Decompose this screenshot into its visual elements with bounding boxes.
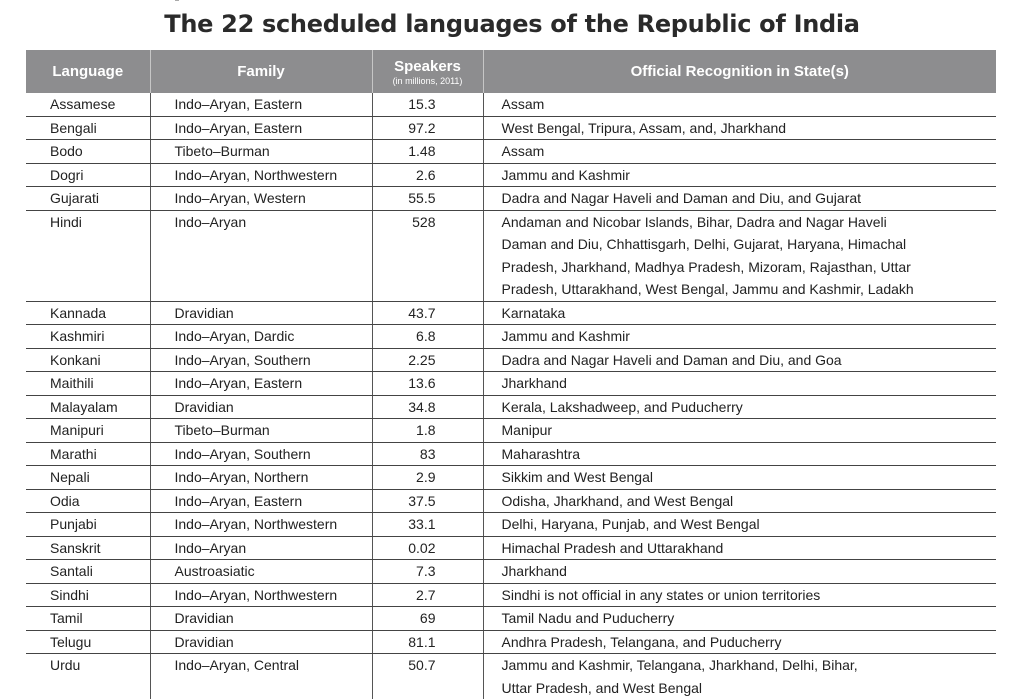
table-row: [26, 325, 996, 349]
recognition-line: Dadra and Nagar Haveli and Daman and Diu, and Goa: [502, 349, 997, 372]
family-cell: Dravidian: [150, 301, 372, 325]
family-cell: Indo–Aryan, Eastern: [150, 372, 372, 396]
recognition-cell: [483, 654, 996, 699]
recognition-cell: [483, 140, 996, 164]
recognition-cell: [483, 607, 996, 631]
recognition-line: Jharkhand: [502, 372, 997, 395]
family-cell: Indo–Aryan, Northwestern: [150, 583, 372, 607]
recognition-line: Andhra Pradesh, Telangana, and Puducherry: [502, 631, 997, 654]
speakers-cell: 2.6: [372, 163, 483, 187]
table-body: [26, 93, 996, 699]
family-cell: Indo–Aryan, Northwestern: [150, 513, 372, 537]
language-cell: Telugu: [26, 630, 150, 654]
recognition-line: Pradesh, Jharkhand, Madhya Pradesh, Mizoram, Rajasthan, Uttar: [502, 256, 997, 279]
language-cell: Kashmiri: [26, 325, 150, 349]
family-cell: Dravidian: [150, 630, 372, 654]
speakers-cell: 81.1: [372, 630, 483, 654]
language-cell: Sanskrit: [26, 536, 150, 560]
recognition-line: Jharkhand: [502, 560, 997, 583]
language-cell: Kannada: [26, 301, 150, 325]
recognition-cell: [483, 466, 996, 490]
family-cell: Indo–Aryan, Eastern: [150, 489, 372, 513]
recognition-line: Maharashtra: [502, 443, 997, 466]
table-row: [26, 654, 996, 699]
language-cell: Dogri: [26, 163, 150, 187]
speakers-cell: 528: [372, 210, 483, 301]
recognition-line: Jammu and Kashmir: [502, 164, 997, 187]
family-cell: Indo–Aryan, Southern: [150, 348, 372, 372]
recognition-cell: [483, 187, 996, 211]
header-family: Family: [150, 50, 372, 93]
recognition-line: Daman and Diu, Chhattisgarh, Delhi, Gujarat, Haryana, Himachal: [502, 233, 997, 256]
language-cell: Maithili: [26, 372, 150, 396]
family-cell: Indo–Aryan, Northern: [150, 466, 372, 490]
recognition-cell: [483, 395, 996, 419]
recognition-cell: [483, 419, 996, 443]
table-row: [26, 93, 996, 116]
table-row: [26, 630, 996, 654]
recognition-line: Odisha, Jharkhand, and West Bengal: [502, 490, 997, 513]
corner-mark: [175, 0, 179, 1]
speakers-cell: 13.6: [372, 372, 483, 396]
language-cell: Urdu: [26, 654, 150, 699]
recognition-line: Sikkim and West Bengal: [502, 466, 997, 489]
table-row: [26, 116, 996, 140]
recognition-cell: [483, 489, 996, 513]
language-cell: Assamese: [26, 93, 150, 116]
family-cell: Tibeto–Burman: [150, 140, 372, 164]
recognition-cell: [483, 325, 996, 349]
recognition-line: Jammu and Kashmir, Telangana, Jharkhand, Delhi, Bihar,: [502, 654, 997, 677]
table-row: [26, 348, 996, 372]
language-cell: Santali: [26, 560, 150, 584]
table-row: [26, 607, 996, 631]
recognition-cell: [483, 301, 996, 325]
recognition-line: Uttar Pradesh, and West Bengal: [502, 677, 997, 699]
speakers-cell: 34.8: [372, 395, 483, 419]
recognition-cell: [483, 93, 996, 116]
recognition-cell: [483, 513, 996, 537]
recognition-cell: [483, 560, 996, 584]
recognition-line: Assam: [502, 93, 997, 116]
table-row: [26, 140, 996, 164]
family-cell: Indo–Aryan, Central: [150, 654, 372, 699]
header-speakers: [372, 50, 483, 93]
table-row: [26, 489, 996, 513]
speakers-cell: 69: [372, 607, 483, 631]
table-row: [26, 583, 996, 607]
table-row: [26, 513, 996, 537]
language-cell: Odia: [26, 489, 150, 513]
recognition-cell: [483, 536, 996, 560]
speakers-cell: 2.7: [372, 583, 483, 607]
speakers-cell: 15.3: [372, 93, 483, 116]
family-cell: Indo–Aryan: [150, 210, 372, 301]
language-cell: Hindi: [26, 210, 150, 301]
language-cell: Manipuri: [26, 419, 150, 443]
family-cell: Indo–Aryan, Eastern: [150, 116, 372, 140]
speakers-cell: 7.3: [372, 560, 483, 584]
recognition-cell: [483, 442, 996, 466]
recognition-line: Himachal Pradesh and Uttarakhand: [502, 537, 997, 560]
recognition-line: Manipur: [502, 419, 997, 442]
page-title: The 22 scheduled languages of the Republic of India: [0, 10, 1024, 38]
recognition-cell: [483, 372, 996, 396]
table-row: [26, 466, 996, 490]
table-row: [26, 560, 996, 584]
table-row: [26, 187, 996, 211]
recognition-line: Sindhi is not official in any states or union territories: [502, 584, 997, 607]
language-cell: Punjabi: [26, 513, 150, 537]
language-cell: Bengali: [26, 116, 150, 140]
recognition-line: Pradesh, Uttarakhand, West Bengal, Jammu and Kashmir, Ladakh: [502, 278, 997, 301]
family-cell: Indo–Aryan: [150, 536, 372, 560]
speakers-cell: 83: [372, 442, 483, 466]
recognition-cell: [483, 583, 996, 607]
recognition-cell: [483, 163, 996, 187]
recognition-cell: [483, 348, 996, 372]
header-speakers-sublabel: (in millions, 2011): [373, 76, 483, 86]
table-row: [26, 301, 996, 325]
table-row: [26, 442, 996, 466]
recognition-line: Karnataka: [502, 302, 997, 325]
speakers-cell: 2.9: [372, 466, 483, 490]
language-cell: Tamil: [26, 607, 150, 631]
language-cell: Malayalam: [26, 395, 150, 419]
family-cell: Indo–Aryan, Southern: [150, 442, 372, 466]
language-cell: Bodo: [26, 140, 150, 164]
header-speakers-label: Speakers: [394, 58, 461, 75]
header-recognition: Official Recognition in State(s): [483, 50, 996, 93]
speakers-cell: 6.8: [372, 325, 483, 349]
speakers-cell: 97.2: [372, 116, 483, 140]
table-row: [26, 536, 996, 560]
recognition-line: Tamil Nadu and Puducherry: [502, 607, 997, 630]
language-cell: Marathi: [26, 442, 150, 466]
table-row: [26, 395, 996, 419]
speakers-cell: 2.25: [372, 348, 483, 372]
speakers-cell: 43.7: [372, 301, 483, 325]
table-row: [26, 210, 996, 301]
language-cell: Konkani: [26, 348, 150, 372]
recognition-line: Kerala, Lakshadweep, and Puducherry: [502, 396, 997, 419]
languages-table: [26, 50, 996, 699]
speakers-cell: 1.8: [372, 419, 483, 443]
speakers-cell: 50.7: [372, 654, 483, 699]
recognition-cell: [483, 630, 996, 654]
recognition-line: Andaman and Nicobar Islands, Bihar, Dadra and Nagar Haveli: [502, 211, 997, 234]
family-cell: Tibeto–Burman: [150, 419, 372, 443]
recognition-cell: [483, 210, 996, 301]
speakers-cell: 1.48: [372, 140, 483, 164]
family-cell: Indo–Aryan, Eastern: [150, 93, 372, 116]
language-cell: Nepali: [26, 466, 150, 490]
table-header: [26, 50, 996, 93]
recognition-line: Assam: [502, 140, 997, 163]
speakers-cell: 37.5: [372, 489, 483, 513]
table-row: [26, 163, 996, 187]
recognition-line: Dadra and Nagar Haveli and Daman and Diu, and Gujarat: [502, 187, 997, 210]
family-cell: Indo–Aryan, Western: [150, 187, 372, 211]
family-cell: Dravidian: [150, 395, 372, 419]
family-cell: Indo–Aryan, Dardic: [150, 325, 372, 349]
recognition-line: Jammu and Kashmir: [502, 325, 997, 348]
recognition-line: West Bengal, Tripura, Assam, and, Jharkhand: [502, 117, 997, 140]
speakers-cell: 55.5: [372, 187, 483, 211]
family-cell: Indo–Aryan, Northwestern: [150, 163, 372, 187]
speakers-cell: 33.1: [372, 513, 483, 537]
family-cell: Dravidian: [150, 607, 372, 631]
language-cell: Sindhi: [26, 583, 150, 607]
table-row: [26, 419, 996, 443]
language-cell: Gujarati: [26, 187, 150, 211]
recognition-cell: [483, 116, 996, 140]
recognition-line: Delhi, Haryana, Punjab, and West Bengal: [502, 513, 997, 536]
family-cell: Austroasiatic: [150, 560, 372, 584]
header-language: Language: [26, 50, 150, 93]
speakers-cell: 0.02: [372, 536, 483, 560]
table-row: [26, 372, 996, 396]
